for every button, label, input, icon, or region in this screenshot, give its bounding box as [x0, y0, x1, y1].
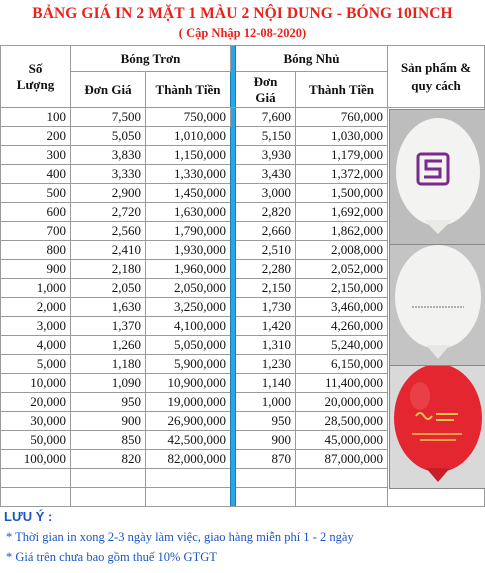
quantity-cell: 100: [1, 108, 71, 127]
metallic-total-cell: 1,862,000: [296, 222, 388, 241]
header-plain-balloon: Bóng Trơn: [71, 46, 231, 72]
metallic-total-cell: 87,000,000: [296, 450, 388, 469]
plain-unit-price-cell: 3,330: [71, 165, 146, 184]
plain-unit-price-cell: 2,720: [71, 203, 146, 222]
empty-cell: [71, 469, 146, 488]
metallic-total-cell: 1,500,000: [296, 184, 388, 203]
header-total: Thành Tiền: [146, 72, 231, 108]
plain-unit-price-cell: 2,180: [71, 260, 146, 279]
metallic-total-cell: 6,150,000: [296, 355, 388, 374]
empty-cell: [236, 488, 296, 507]
plain-total-cell: 1,010,000: [146, 127, 231, 146]
metallic-unit-price-cell: 1,310: [236, 336, 296, 355]
metallic-total-cell: 20,000,000: [296, 393, 388, 412]
metallic-unit-price-cell: 1,730: [236, 298, 296, 317]
quantity-cell: 30,000: [1, 412, 71, 431]
quantity-cell: 50,000: [1, 431, 71, 450]
header-product: Sản phẩm & quy cách: [388, 46, 485, 108]
metallic-unit-price-cell: 3,430: [236, 165, 296, 184]
quantity-cell: 5,000: [1, 355, 71, 374]
plain-unit-price-cell: 1,630: [71, 298, 146, 317]
plain-total-cell: 750,000: [146, 108, 231, 127]
page-title: BẢNG GIÁ IN 2 MẶT 1 MÀU 2 NỘI DUNG - BÓNG 10INCH: [32, 5, 453, 22]
metallic-total-cell: 760,000: [296, 108, 388, 127]
plain-unit-price-cell: 5,050: [71, 127, 146, 146]
plain-total-cell: 10,900,000: [146, 374, 231, 393]
quantity-cell: 20,000: [1, 393, 71, 412]
empty-cell: [146, 488, 231, 507]
metallic-total-cell: 1,030,000: [296, 127, 388, 146]
metallic-total-cell: 2,052,000: [296, 260, 388, 279]
quantity-cell: 400: [1, 165, 71, 184]
empty-cell: [236, 469, 296, 488]
quantity-cell: 900: [1, 260, 71, 279]
product-photo-red-print: [389, 365, 485, 489]
metallic-total-cell: 45,000,000: [296, 431, 388, 450]
note-item: * Giá trên chưa bao gồm thuế 10% GTGT: [6, 550, 217, 564]
plain-total-cell: 1,790,000: [146, 222, 231, 241]
metallic-unit-price-cell: 2,660: [236, 222, 296, 241]
empty-cell: [146, 469, 231, 488]
quantity-cell: 200: [1, 127, 71, 146]
plain-total-cell: 2,050,000: [146, 279, 231, 298]
notes-heading: LƯU Ý :: [4, 509, 53, 524]
metallic-unit-price-cell: 7,600: [236, 108, 296, 127]
metallic-total-cell: 1,179,000: [296, 146, 388, 165]
plain-unit-price-cell: 2,410: [71, 241, 146, 260]
metallic-unit-price-cell: 1,000: [236, 393, 296, 412]
metallic-unit-price-cell: 5,150: [236, 127, 296, 146]
metallic-total-cell: 11,400,000: [296, 374, 388, 393]
metallic-unit-price-cell: 950: [236, 412, 296, 431]
plain-total-cell: 1,960,000: [146, 260, 231, 279]
plain-total-cell: 5,050,000: [146, 336, 231, 355]
metallic-unit-price-cell: 2,280: [236, 260, 296, 279]
quantity-cell: 800: [1, 241, 71, 260]
header-metallic-balloon: Bóng Nhủ: [236, 46, 388, 72]
note-item: * Thời gian in xong 2-3 ngày làm việc, giao hàng miễn phí 1 - 2 ngày: [6, 530, 354, 544]
metallic-unit-price-cell: 870: [236, 450, 296, 469]
metallic-total-cell: 3,460,000: [296, 298, 388, 317]
header-unit-price-metallic: Đơn Giá: [236, 72, 296, 108]
quantity-cell: 3,000: [1, 317, 71, 336]
product-photo-white-logo: [389, 109, 485, 245]
empty-cell: [1, 488, 71, 507]
plain-total-cell: 1,450,000: [146, 184, 231, 203]
plain-unit-price-cell: 950: [71, 393, 146, 412]
plain-total-cell: 1,630,000: [146, 203, 231, 222]
quantity-cell: 2,000: [1, 298, 71, 317]
plain-total-cell: 5,900,000: [146, 355, 231, 374]
plain-total-cell: 26,900,000: [146, 412, 231, 431]
empty-cell: [296, 469, 388, 488]
plain-unit-price-cell: 1,370: [71, 317, 146, 336]
plain-total-cell: 1,930,000: [146, 241, 231, 260]
metallic-total-cell: 28,500,000: [296, 412, 388, 431]
balloon-image: [390, 245, 485, 365]
plain-unit-price-cell: 820: [71, 450, 146, 469]
plain-total-cell: 19,000,000: [146, 393, 231, 412]
metallic-total-cell: 4,260,000: [296, 317, 388, 336]
metallic-total-cell: 2,150,000: [296, 279, 388, 298]
plain-unit-price-cell: 1,180: [71, 355, 146, 374]
empty-cell: [71, 488, 146, 507]
product-photo-white-text: [389, 244, 485, 366]
plain-total-cell: 82,000,000: [146, 450, 231, 469]
plain-unit-price-cell: 900: [71, 412, 146, 431]
metallic-unit-price-cell: 1,140: [236, 374, 296, 393]
plain-total-cell: 1,150,000: [146, 146, 231, 165]
metallic-unit-price-cell: 3,930: [236, 146, 296, 165]
plain-unit-price-cell: 1,090: [71, 374, 146, 393]
plain-unit-price-cell: 3,830: [71, 146, 146, 165]
header-unit-price: Đơn Giá: [71, 72, 146, 108]
metallic-unit-price-cell: 900: [236, 431, 296, 450]
plain-unit-price-cell: 7,500: [71, 108, 146, 127]
header-total-metallic: Thành Tiền: [296, 72, 388, 108]
metallic-unit-price-cell: 2,820: [236, 203, 296, 222]
quantity-cell: 500: [1, 184, 71, 203]
metallic-total-cell: 2,008,000: [296, 241, 388, 260]
metallic-total-cell: 1,692,000: [296, 203, 388, 222]
plain-unit-price-cell: 2,050: [71, 279, 146, 298]
quantity-cell: 10,000: [1, 374, 71, 393]
plain-unit-price-cell: 2,560: [71, 222, 146, 241]
plain-unit-price-cell: 1,260: [71, 336, 146, 355]
update-date: ( Cập Nhập 12-08-2020): [178, 26, 307, 40]
empty-cell: [296, 488, 388, 507]
quantity-cell: 100,000: [1, 450, 71, 469]
plain-total-cell: 42,500,000: [146, 431, 231, 450]
metallic-unit-price-cell: 1,230: [236, 355, 296, 374]
quantity-cell: 700: [1, 222, 71, 241]
balloon-image: [390, 366, 485, 488]
header-quantity: Số Lượng: [1, 46, 71, 108]
metallic-unit-price-cell: 3,000: [236, 184, 296, 203]
plain-unit-price-cell: 850: [71, 431, 146, 450]
metallic-unit-price-cell: 2,150: [236, 279, 296, 298]
quantity-cell: 1,000: [1, 279, 71, 298]
plain-total-cell: 1,330,000: [146, 165, 231, 184]
quantity-cell: 600: [1, 203, 71, 222]
metallic-total-cell: 1,372,000: [296, 165, 388, 184]
quantity-cell: 300: [1, 146, 71, 165]
plain-unit-price-cell: 2,900: [71, 184, 146, 203]
metallic-total-cell: 5,240,000: [296, 336, 388, 355]
plain-total-cell: 3,250,000: [146, 298, 231, 317]
empty-cell: [1, 469, 71, 488]
balloon-image: [390, 110, 485, 244]
metallic-unit-price-cell: 1,420: [236, 317, 296, 336]
quantity-cell: 4,000: [1, 336, 71, 355]
plain-total-cell: 4,100,000: [146, 317, 231, 336]
metallic-unit-price-cell: 2,510: [236, 241, 296, 260]
